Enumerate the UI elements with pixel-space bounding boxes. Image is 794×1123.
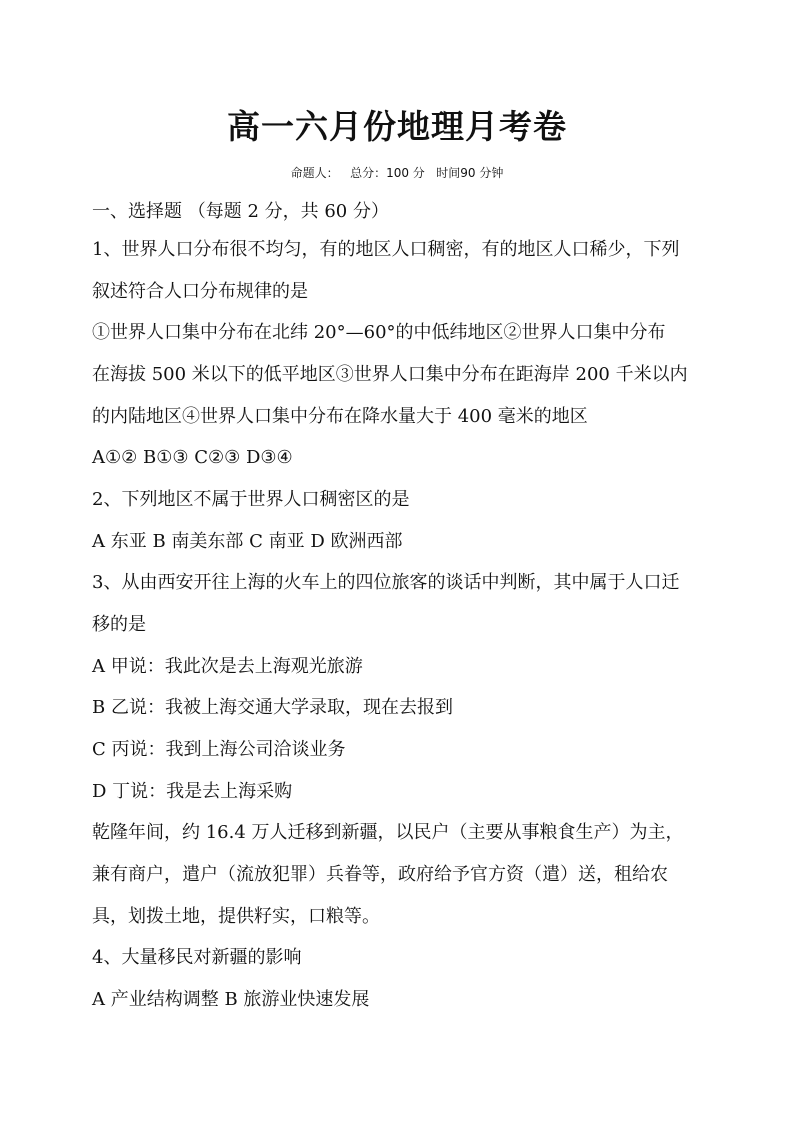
question-3-option-b: B 乙说：我被上海交通大学录取，现在去报到: [92, 697, 453, 718]
question-1-line-1: 1、世界人口分布很不均匀，有的地区人口稠密，有的地区人口稀少，下列: [92, 239, 680, 260]
question-3-stem-line-1: 3、从由西安开往上海的火车上的四位旅客的谈话中判断，其中属于人口迁: [92, 572, 680, 593]
passage-line-3: 具，划拨土地，提供籽实，口粮等。: [92, 906, 380, 927]
question-3-option-a: A 甲说：我此次是去上海观光旅游: [92, 656, 363, 677]
question-1-statement-line-2: 在海拔 500 米以下的低平地区③世界人口集中分布在距海岸 200 千米以内: [92, 364, 688, 385]
question-1-statement-line-3: 的内陆地区④世界人口集中分布在降水量大于 400 毫米的地区: [92, 406, 588, 427]
question-2-options: A 东亚 B 南美东部 C 南亚 D 欧洲西部: [92, 531, 403, 552]
question-3-stem-line-2: 移的是: [92, 614, 146, 635]
passage-line-2: 兼有商户，遣户（流放犯罪）兵眷等，政府给予官方资（遣）送，租给农: [92, 864, 668, 885]
section-heading-choice: 一、选择题 （每题 2 分，共 60 分）: [92, 201, 389, 222]
question-1-options: A①② B①③ C②③ D③④: [92, 447, 293, 468]
question-2-stem: 2、下列地区不属于世界人口稠密区的是: [92, 489, 410, 510]
question-3-option-d: D 丁说：我是去上海采购: [92, 781, 293, 802]
question-3-option-c: C 丙说：我到上海公司洽谈业务: [92, 739, 346, 760]
exam-title: 高一六月份地理月考卷: [227, 107, 567, 146]
question-1-line-2: 叙述符合人口分布规律的是: [92, 281, 308, 302]
question-4-options: A 产业结构调整 B 旅游业快速发展: [92, 989, 370, 1010]
question-1-statement-line-1: ①世界人口集中分布在北纬 20°—60°的中低纬地区②世界人口集中分布: [92, 322, 666, 343]
passage-line-1: 乾隆年间，约 16.4 万人迁移到新疆，以民户（主要从事粮食生产）为主，: [92, 822, 684, 843]
exam-meta-info: 命题人： 总分：100 分 时间90 分钟: [290, 166, 504, 180]
question-4-stem: 4、大量移民对新疆的影响: [92, 947, 302, 968]
